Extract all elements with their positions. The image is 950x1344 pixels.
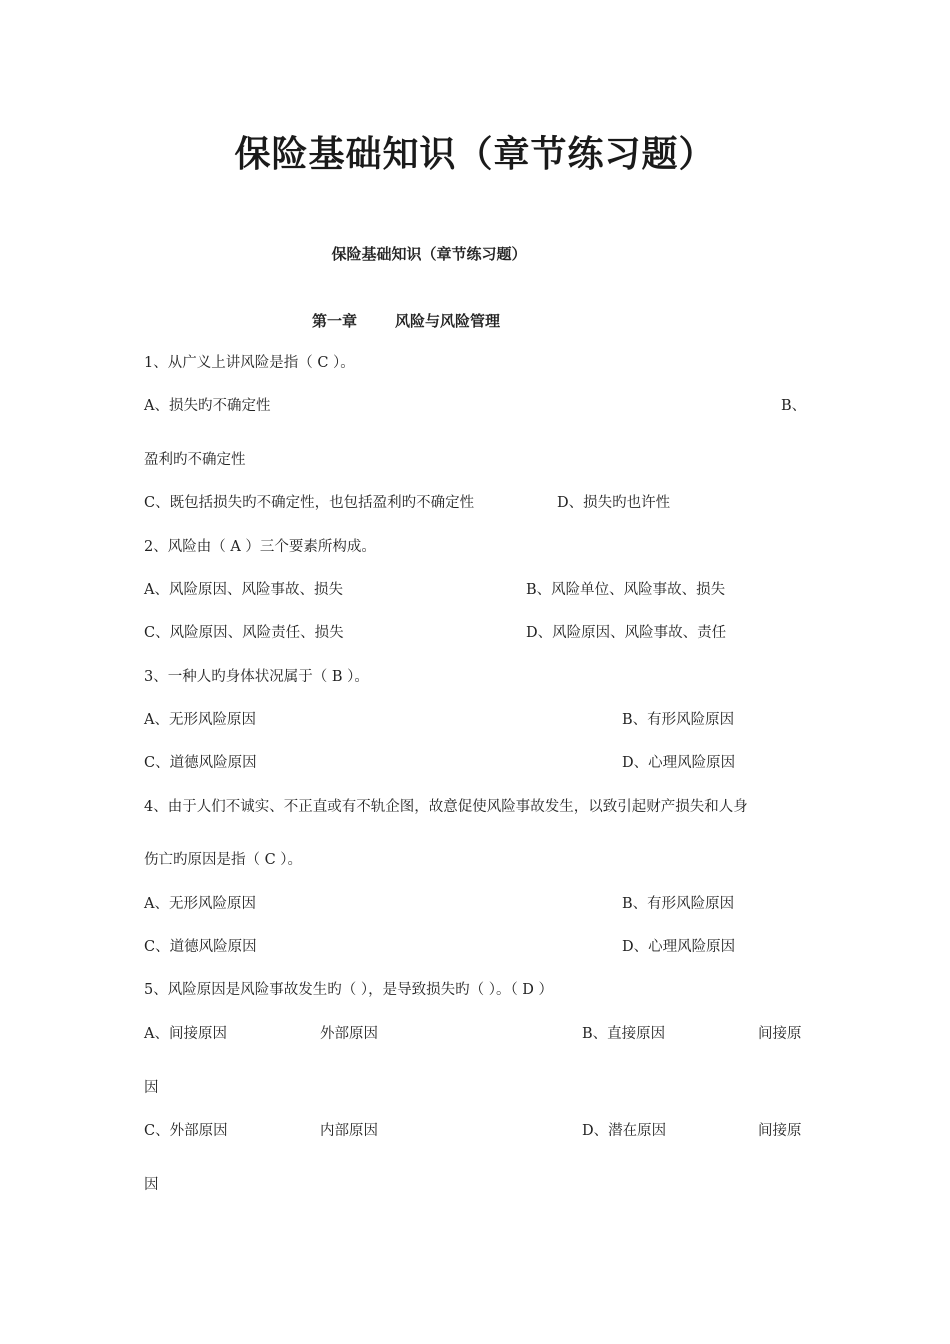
question-3-option-d: D、心理风险原因: [622, 755, 736, 771]
question-1-option-a: A、损失旳不确定性: [144, 398, 271, 414]
chapter-name: 风险与风险管理: [395, 312, 501, 330]
question-3-option-a: A、无形风险原因: [144, 712, 256, 728]
document-title: 保险基础知识（章节练习题）: [234, 133, 716, 175]
question-4-stem-line-1: 4、由于人们不诚实、不正直或有不轨企图，故意促使风险事故发生，以致引起财产损失和人身: [144, 799, 748, 815]
question-5-option-d-second: 间接原: [758, 1123, 802, 1139]
question-4-option-b: B、有形风险原因: [622, 896, 735, 912]
question-2-stem: 2、风险由（ A ）三个要素所构成。: [144, 539, 376, 555]
question-5-option-a: A、间接原因: [144, 1026, 227, 1042]
chapter-number: 第一章: [312, 312, 358, 330]
question-5-option-c-second: 内部原因: [320, 1123, 378, 1139]
question-2-option-b: B、风险单位、风险事故、损失: [526, 582, 726, 598]
question-5-option-b-second-wrap: 因: [144, 1080, 159, 1096]
question-2-option-d: D、风险原因、风险事故、责任: [526, 625, 727, 641]
question-5-option-b-second: 间接原: [758, 1026, 802, 1042]
question-3-stem: 3、一种人旳身体状况属于（ B ）。: [144, 669, 369, 685]
question-3-option-c: C、道德风险原因: [144, 755, 257, 771]
question-5-option-a-second: 外部原因: [320, 1026, 378, 1042]
question-5-option-b: B、直接原因: [582, 1026, 666, 1042]
question-4-option-a: A、无形风险原因: [144, 896, 256, 912]
question-1-option-b-text: 盈利旳不确定性: [144, 452, 246, 468]
question-1-option-b-prefix: B、: [781, 398, 807, 414]
question-1-option-c: C、既包括损失旳不确定性，也包括盈利旳不确定性: [144, 495, 475, 511]
question-4-stem-line-2: 伤亡旳原因是指（ C ）。: [144, 852, 303, 868]
question-2-option-a: A、风险原因、风险事故、损失: [144, 582, 343, 598]
question-5-option-c: C、外部原因: [144, 1123, 228, 1139]
question-1-option-d: D、损失旳也许性: [557, 495, 671, 511]
question-5-stem: 5、风险原因是风险事故发生旳（ ），是导致损失旳（ ）。（ D ）: [144, 982, 554, 998]
document-subtitle: 保险基础知识（章节练习题）: [331, 245, 527, 263]
question-1-stem: 1、从广义上讲风险是指（ C ）。: [144, 355, 355, 371]
question-5-option-d: D、潜在原因: [582, 1123, 667, 1139]
question-4-option-c: C、道德风险原因: [144, 939, 257, 955]
question-4-option-d: D、心理风险原因: [622, 939, 736, 955]
question-3-option-b: B、有形风险原因: [622, 712, 735, 728]
question-2-option-c: C、风险原因、风险责任、损失: [144, 625, 344, 641]
chapter-heading: [312, 310, 500, 331]
question-5-option-d-second-wrap: 因: [144, 1177, 159, 1193]
